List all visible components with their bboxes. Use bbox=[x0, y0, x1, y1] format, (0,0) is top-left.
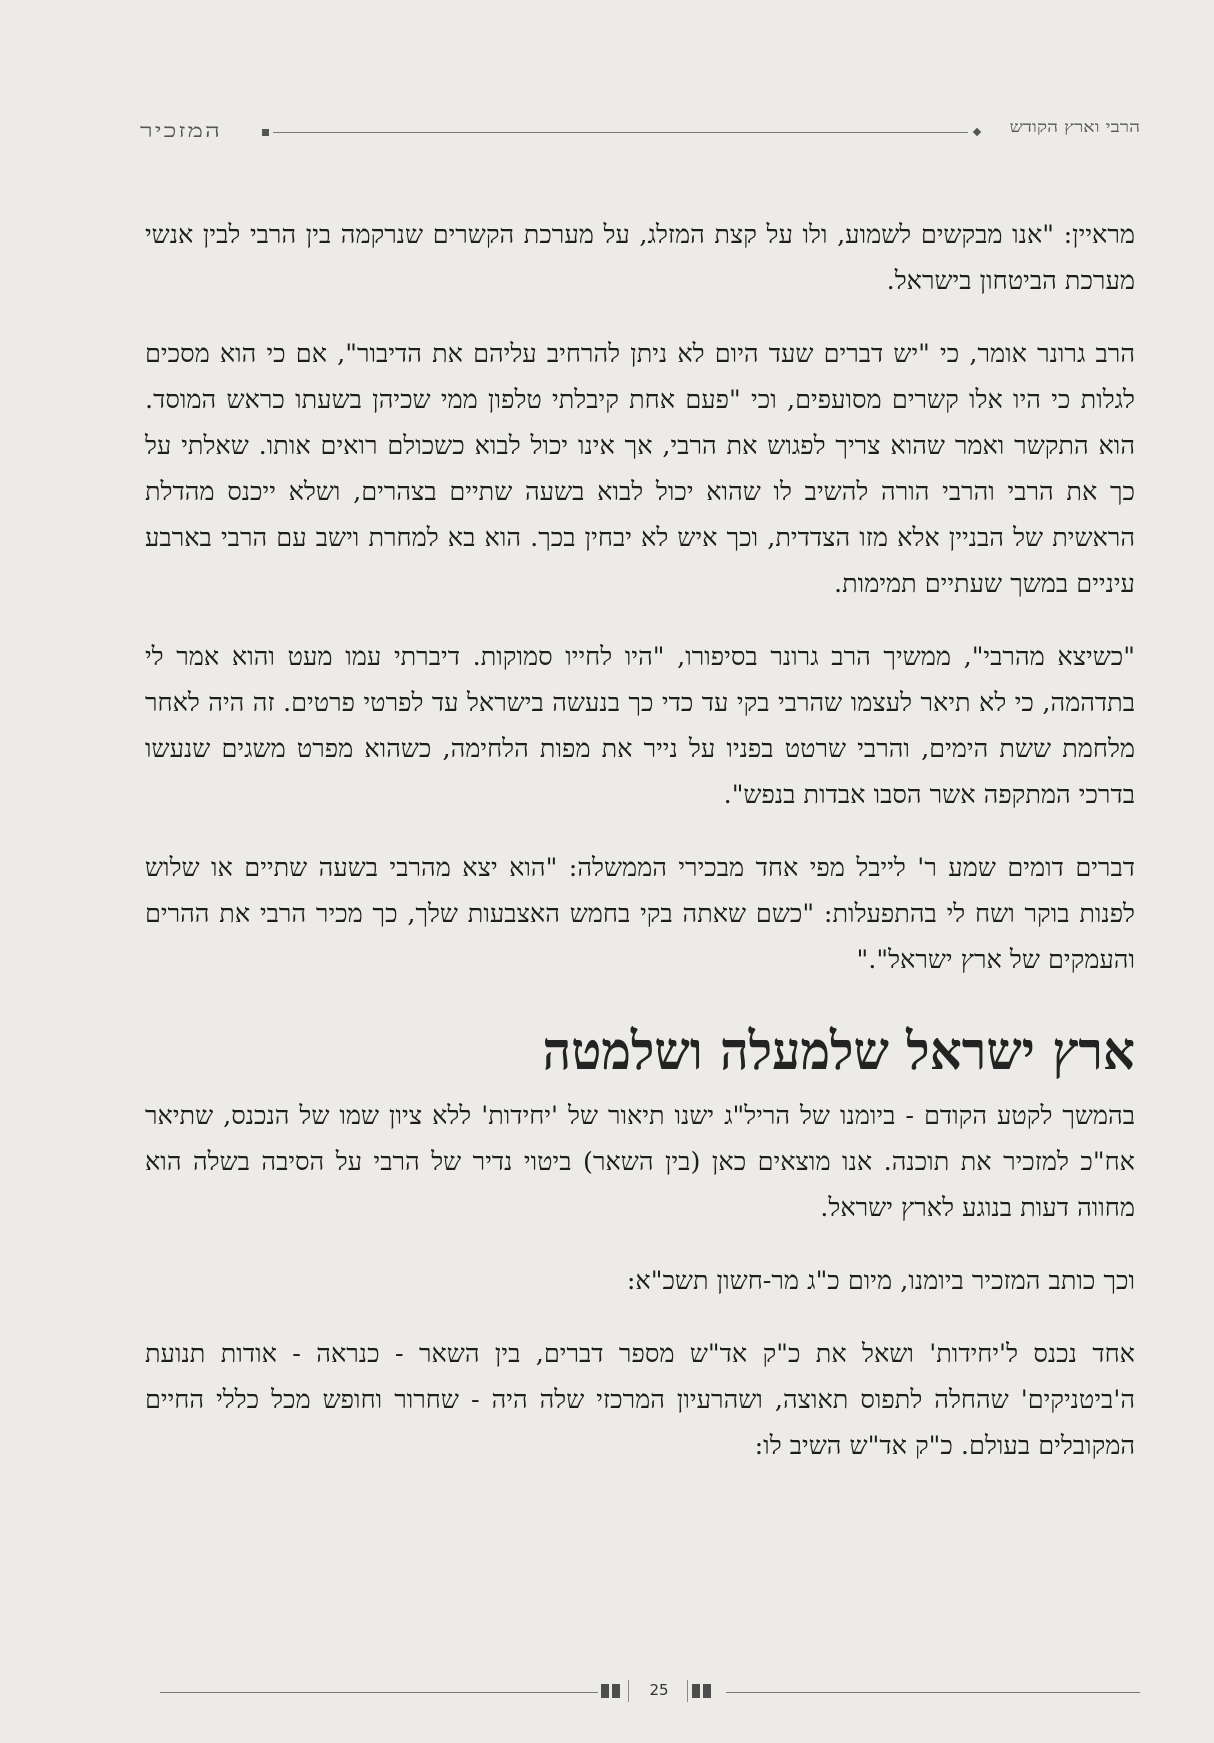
paragraph-interviewer-question: מראיין: "אנו מבקשים לשמוע, ולו על קצת המזלג, על מערכת הקשרים שנרקמה בין הרבי לבין אנשי מערכת הביטחון בישראל. bbox=[145, 220, 1135, 296]
footer-separator bbox=[687, 1680, 688, 1702]
running-header bbox=[140, 110, 1140, 150]
footer-rule-left bbox=[160, 1692, 598, 1693]
header-rule bbox=[273, 132, 968, 133]
footer-separator bbox=[628, 1680, 629, 1702]
footer-blocks-left bbox=[601, 1684, 620, 1698]
paragraph-diary-intro: בהמשך לקטע הקודם - ביומנו של הריל"ג ישנו תיאור של 'יחידות' ללא ציון שמו של הנכנס, שתיאר אח"כ למזכיר את תוכנה. אנו מוצאים כאן (בין השאר) ביטוי נדיר של הרבי על הסיבה בשלה הוא מחווה דעות בנוגע לארץ ישראל. bbox=[145, 1101, 1135, 1223]
section-title: הרבי וארץ הקודש bbox=[1009, 118, 1140, 136]
header-diamond-ornament bbox=[973, 128, 981, 136]
paragraph-diary-date: וכך כותב המזכיר ביומנו, מיום כ"ג מר-חשון תשכ"א: bbox=[626, 1266, 1135, 1296]
section-heading: ארץ ישראל שלמעלה ושלמטה bbox=[542, 1019, 1135, 1082]
page-number: 25 bbox=[649, 1681, 669, 1699]
footer-rule-right bbox=[726, 1692, 1140, 1693]
footer-blocks-right bbox=[692, 1684, 711, 1698]
magazine-title: המזכיר bbox=[140, 120, 222, 142]
paragraph-yechidus-account: אחד נכנס ל'יחידות' ושאל את כ"ק אד"ש מספר דברים, בין השאר - כנראה - אודות תנועת ה'ביטניקים' שהחלה לתפוס תאוצה, ושהרעיון המרכזי שלה היה - שחרור וחופש מכל כללי החיים המקובלים בעולם. כ"ק אד"ש השיב לו: bbox=[145, 1339, 1135, 1461]
page-footer bbox=[160, 1678, 1140, 1708]
paragraph-after-meeting: "כשיצא מהרבי", ממשיך הרב גרונר בסיפורו, "היו לחייו סמוקות. דיברתי עמו מעט והוא אמר לי בתדהמה, כי לא תיאר לעצמו שהרבי בקי עד כדי כך בנעשה בישראל עד לפרטי פרטים. זה היה לאחר מלחמת ששת הימים, והרבי שרטט בפניו על נייר את מפות הלחימה, כשהוא מפרט משגים שנעשו בדרכי המתקפה אשר הסבו אבדות בנפש". bbox=[145, 642, 1135, 810]
article-body bbox=[145, 212, 1135, 1496]
paragraph-government-official: דברים דומים שמע ר' לייבל מפי אחד מבכירי הממשלה: "הוא יצא מהרבי בשעה שתיים או שלוש לפנות בוקר ושח לי בהתפעלות: "כשם שאתה בקי בחמש האצבעות שלך, כך מכיר הרבי את ההרים והעמקים של ארץ ישראל"." bbox=[145, 853, 1135, 975]
paragraph-mossad-story: הרב גרונר אומר, כי "יש דברים שעד היום לא ניתן להרחיב עליהם את הדיבור", אם כי הוא מסכים לגלות כי היו אלו קשרים מסועפים, וכי "פעם אחת קיבלתי טלפון ממי שכיהן בשעתו כראש המוסד. הוא התקשר ואמר שהוא צריך לפגוש את הרבי, אך אינו יכול לבוא כשכולם רואים אותו. שאלתי על כך את הרבי והרבי הורה להשיב לו שהוא יכול לבוא בשעה שתיים בצהרים, ושלא ייכנס מהדלת הראשית של הבניין אלא מזו הצדדית, וכך איש לא יבחין בכך. הוא בא למחרת וישב עם הרבי בארבע עיניים במשך שעתיים תמימות. bbox=[145, 339, 1135, 599]
header-square-ornament bbox=[262, 129, 269, 136]
